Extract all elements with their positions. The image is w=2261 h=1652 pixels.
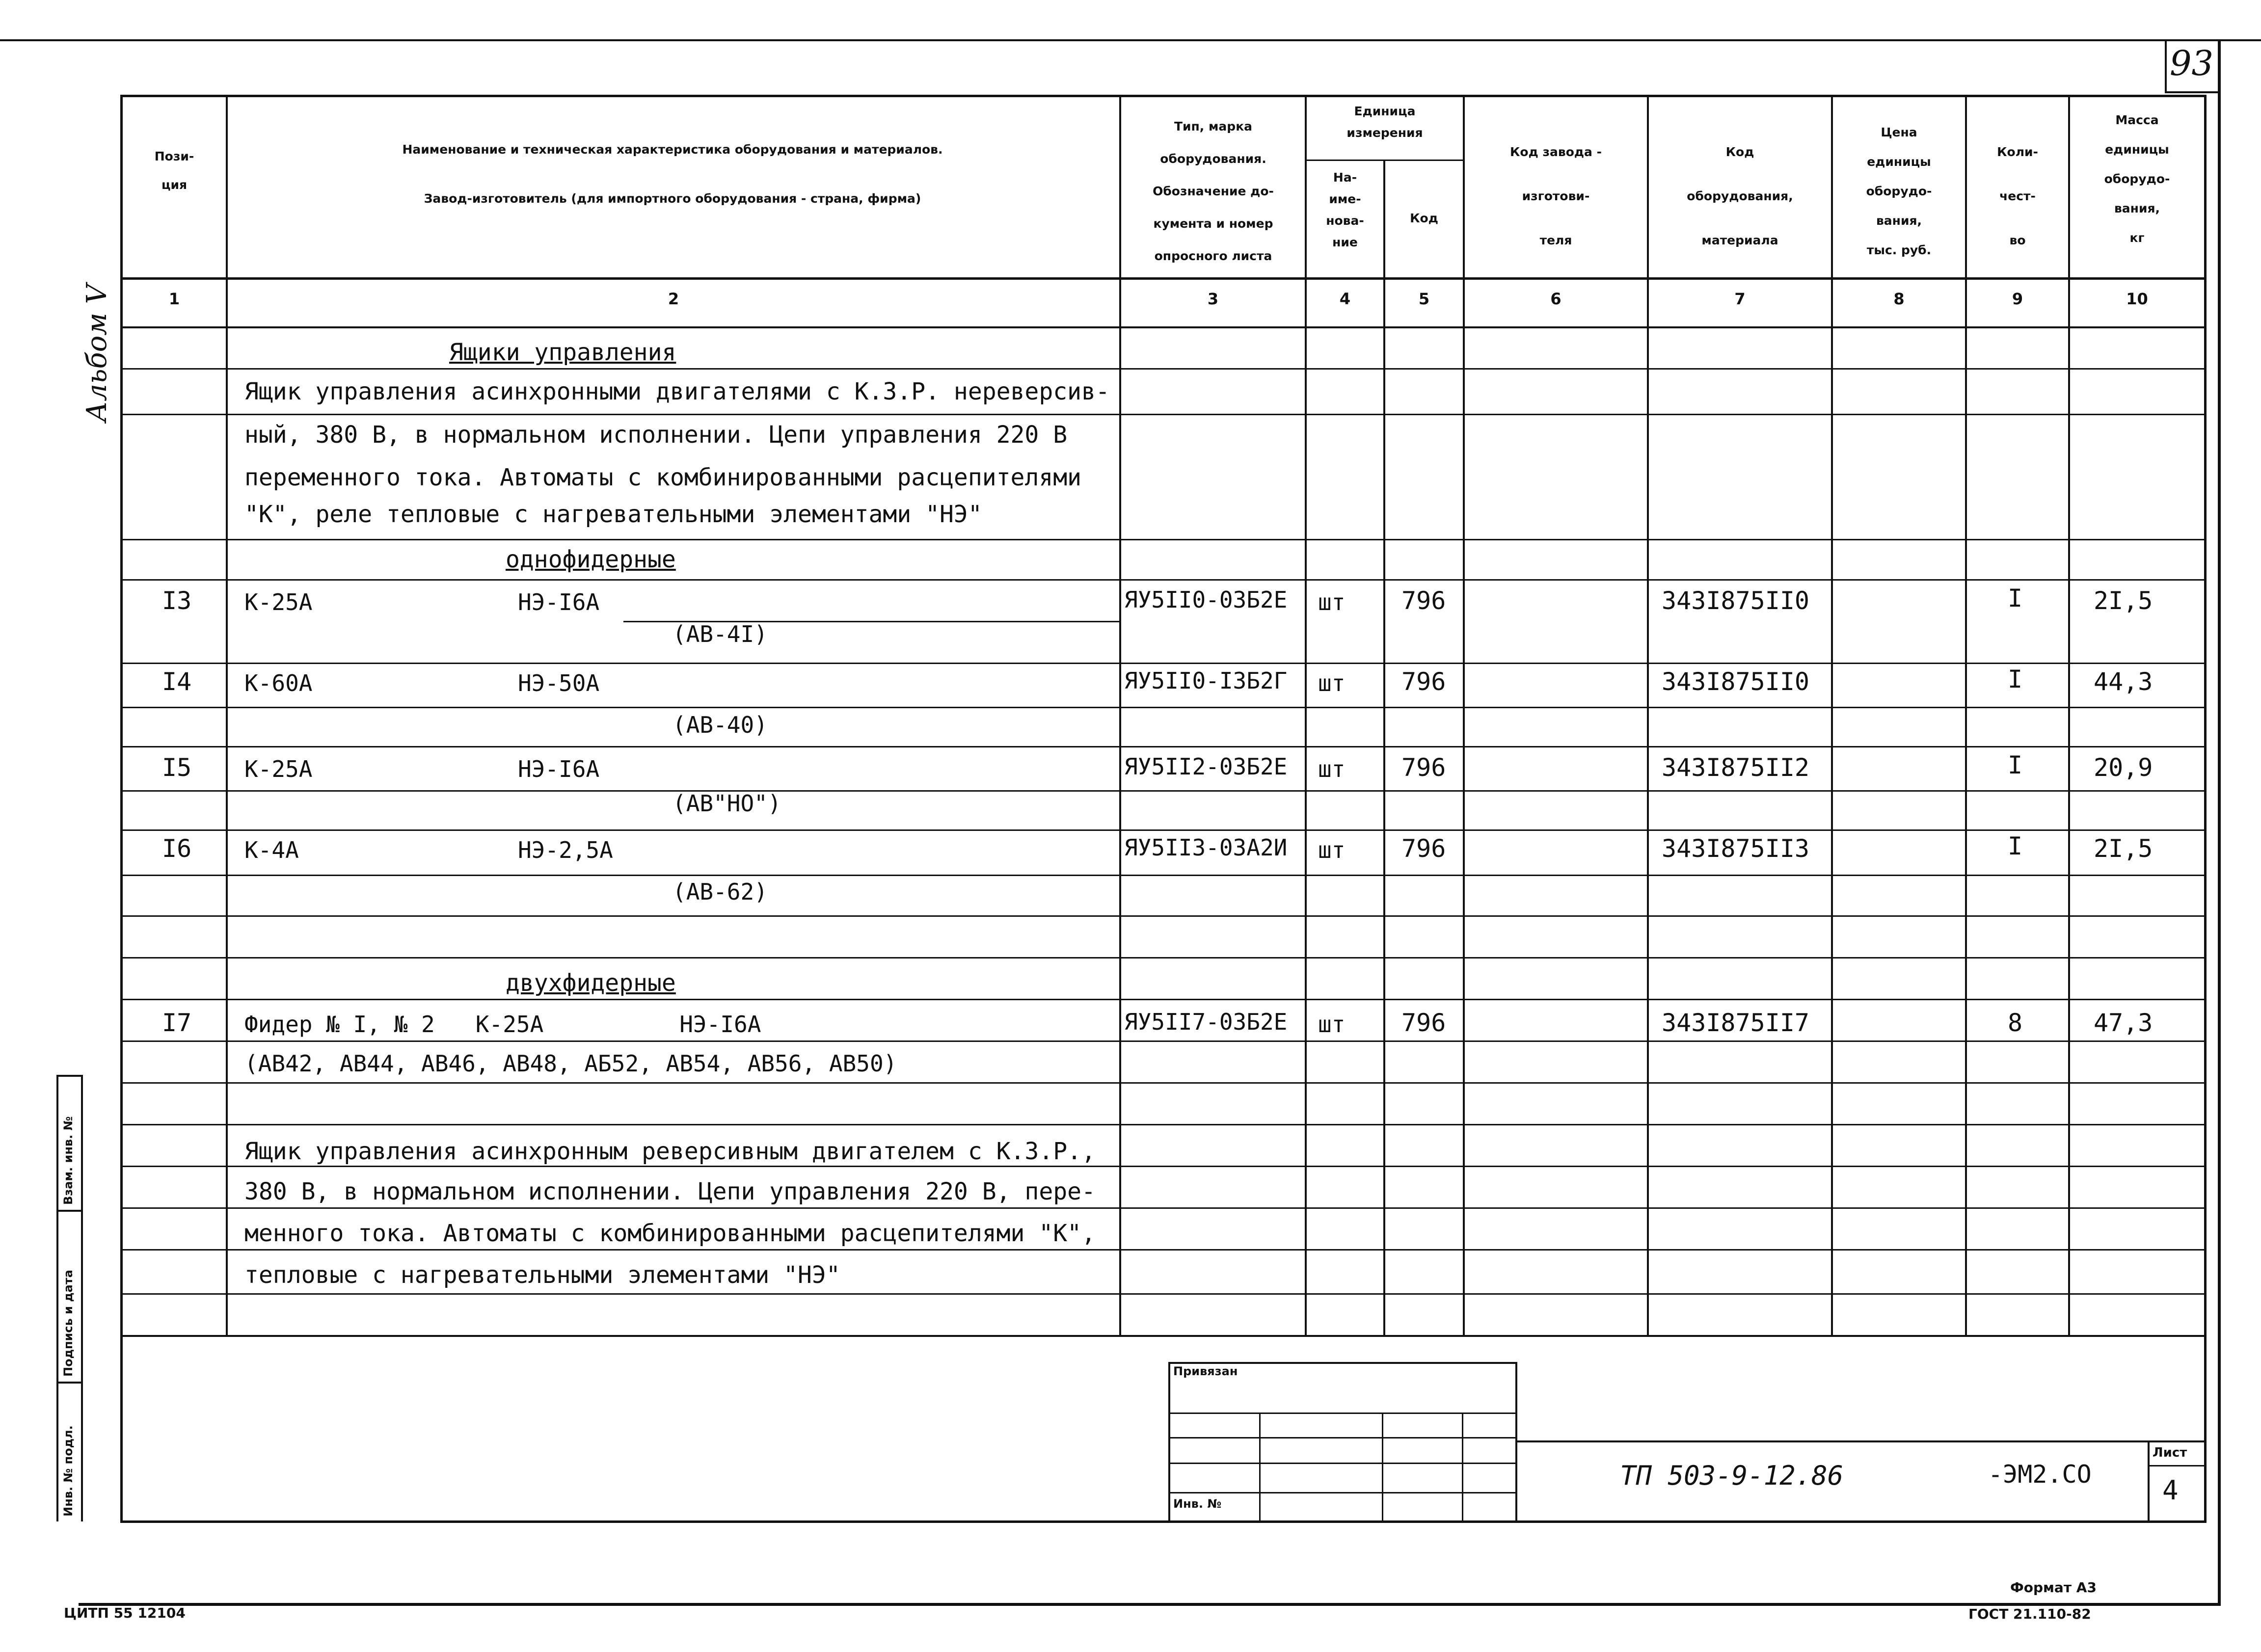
row-position: I7 bbox=[162, 1009, 192, 1037]
row-line bbox=[120, 663, 2207, 664]
row-name-b: НЭ-I6А bbox=[518, 756, 600, 782]
stamp-row bbox=[1168, 1412, 1517, 1414]
row-type: ЯУ5II3-03А2И bbox=[1124, 834, 1288, 861]
row-quantity: I bbox=[2008, 584, 2023, 613]
row-line bbox=[120, 829, 2207, 831]
stamp-top bbox=[1168, 1362, 1517, 1364]
row-sub: (АВ-4I) bbox=[673, 621, 768, 647]
header-unit: Единица измерения bbox=[1346, 104, 1423, 140]
header-name-line2: Завод-изготовитель (для импортного оборудования - страна, фирма) bbox=[424, 191, 921, 206]
description2-line: менного тока. Автоматы с комбинированными расцепителями "К", bbox=[244, 1220, 1096, 1247]
row-line bbox=[120, 1124, 2207, 1125]
list-number: 4 bbox=[2162, 1475, 2179, 1506]
row-mass: 2I,5 bbox=[2094, 834, 2153, 863]
header-factory-code: Код завода - изготови- теля bbox=[1509, 145, 1602, 247]
row-line bbox=[120, 957, 2207, 959]
row-unit: шт bbox=[1318, 756, 1346, 782]
column-number: 9 bbox=[2012, 290, 2023, 308]
table-top bbox=[120, 95, 2207, 97]
document-designation: ТП 503-9-12.86 bbox=[1620, 1460, 1844, 1491]
row-name-b: НЭ-2,5А bbox=[518, 837, 613, 863]
row-line bbox=[120, 1207, 2207, 1209]
header-price: Цена единицы оборудо- вания, тыс. руб. bbox=[1866, 125, 1932, 257]
title-block-top bbox=[1517, 1440, 2207, 1442]
side-label-inv-podl: Инв. № подл. bbox=[61, 1425, 75, 1517]
header-equipment-code: Код оборудования, материала bbox=[1687, 145, 1793, 247]
row-sub: (АВ"НО") bbox=[673, 790, 781, 817]
header-mass: Масса единицы оборудо- вания, кг bbox=[2104, 113, 2170, 245]
col-line-8 bbox=[1965, 95, 1967, 1336]
header-type: Тип, марка оборудования. Обозначение до- кумента и номер опросного листа bbox=[1153, 119, 1274, 263]
column-number: 1 bbox=[168, 290, 180, 308]
row-line bbox=[120, 915, 2207, 917]
header-unit-name: На- име- нова- ние bbox=[1326, 170, 1364, 249]
frame-bottom bbox=[79, 1603, 2221, 1606]
stamp-row bbox=[1168, 1492, 1517, 1493]
row-equipment-code: 343I875II0 bbox=[1662, 586, 1810, 615]
row-type: ЯУ5II7-03Б2Е bbox=[1124, 1009, 1288, 1035]
column-number: 4 bbox=[1339, 290, 1351, 308]
row-line bbox=[120, 999, 2207, 1000]
side-strip-left bbox=[56, 1075, 58, 1521]
row-line bbox=[120, 1166, 2207, 1167]
list-box-left bbox=[2148, 1440, 2150, 1521]
row-equipment-code: 343I875II7 bbox=[1662, 1009, 1810, 1037]
col-line-4 bbox=[1383, 160, 1385, 1336]
corner-box-left bbox=[2165, 39, 2167, 93]
row-mass: 20,9 bbox=[2094, 753, 2153, 782]
row-unit-code: 796 bbox=[1401, 753, 1446, 782]
row-quantity: 8 bbox=[2008, 1009, 2023, 1037]
stamp-col bbox=[1462, 1412, 1463, 1521]
frame-right bbox=[2218, 39, 2221, 1605]
row-sub: (АВ-62) bbox=[673, 879, 768, 905]
description2-line: 380 В, в нормальном исполнении. Цепи управления 220 В, пере- bbox=[244, 1178, 1096, 1205]
header-divider bbox=[120, 277, 2207, 280]
stamp-row bbox=[1168, 1463, 1517, 1464]
album-label: Альбом V bbox=[81, 284, 113, 422]
row-line bbox=[120, 790, 2207, 792]
row-line bbox=[120, 1249, 2207, 1251]
header-position: Пози- ция bbox=[154, 149, 194, 192]
row-name-a: К-25А bbox=[244, 756, 313, 782]
row-quantity: I bbox=[2008, 751, 2023, 779]
row-equipment-code: 343I875II2 bbox=[1662, 753, 1810, 782]
corner-box-bottom bbox=[2165, 91, 2221, 93]
row-line bbox=[120, 1040, 2207, 1042]
table-bottom bbox=[120, 1520, 2207, 1523]
description1-line: "К", реле тепловые с нагревательными элементами "НЭ" bbox=[244, 501, 982, 528]
row-name-b: НЭ-I6А bbox=[518, 589, 600, 615]
row-unit-code: 796 bbox=[1401, 586, 1446, 615]
col-line-1 bbox=[226, 95, 228, 1336]
column-number: 5 bbox=[1418, 290, 1430, 308]
row-type: ЯУ5II0-I3Б2Г bbox=[1124, 667, 1288, 694]
row-line bbox=[120, 368, 2207, 370]
description1-line: переменного тока. Автоматы с комбинированными расцепителями bbox=[244, 464, 1082, 491]
row-quantity: I bbox=[2008, 665, 2023, 693]
top-rule bbox=[0, 39, 2261, 41]
row-line bbox=[120, 539, 2207, 540]
row-line bbox=[120, 1293, 2207, 1295]
row-name-a: К-4А bbox=[244, 837, 299, 863]
side-strip-top bbox=[56, 1075, 83, 1077]
column-number: 7 bbox=[1734, 290, 1746, 308]
col-line-6 bbox=[1647, 95, 1649, 1336]
column-number: 6 bbox=[1550, 290, 1561, 308]
subsection-double-feeder: двухфидерные bbox=[506, 969, 676, 997]
row-line bbox=[120, 746, 2207, 747]
footer-format: Формат А3 bbox=[2010, 1579, 2097, 1596]
row-mass: 2I,5 bbox=[2094, 586, 2153, 615]
row-quantity: I bbox=[2008, 832, 2023, 860]
row-unit: шт bbox=[1318, 837, 1346, 863]
description1-line: Ящик управления асинхронными двигателями с К.З.Р. нереверсив- bbox=[244, 378, 1110, 405]
stamp-privyazan: Привязан bbox=[1173, 1364, 1238, 1378]
row-line bbox=[120, 579, 2207, 581]
row-unit: шт bbox=[1318, 1011, 1346, 1038]
corner-sheet-number: 93 bbox=[2170, 43, 2214, 83]
table-left bbox=[120, 95, 123, 1523]
list-box-divider bbox=[2148, 1465, 2207, 1466]
row-equipment-code: 343I875II3 bbox=[1662, 834, 1810, 863]
row-sub: (АВ-40) bbox=[673, 712, 768, 738]
stamp-row bbox=[1168, 1437, 1517, 1439]
row-type: ЯУ5II2-03Б2Е bbox=[1124, 753, 1288, 780]
row-position: I5 bbox=[162, 753, 192, 782]
document-suffix: -ЭМ2.СО bbox=[1988, 1460, 2092, 1489]
section-title: Ящики управления bbox=[449, 339, 676, 366]
side-label-vzam: Взам. инв. № bbox=[61, 1116, 75, 1205]
row-mass: 44,3 bbox=[2094, 667, 2153, 696]
list-label: Лист bbox=[2153, 1445, 2187, 1460]
stamp-left bbox=[1168, 1362, 1170, 1521]
column-number: 3 bbox=[1207, 290, 1219, 308]
number-row-divider bbox=[120, 326, 2207, 328]
header-unit-code: Код bbox=[1410, 211, 1438, 225]
table-right bbox=[2204, 95, 2207, 1523]
row-position: I4 bbox=[162, 667, 192, 696]
stamp-col bbox=[1382, 1412, 1383, 1521]
row-line bbox=[120, 1335, 2207, 1337]
row-mass: 47,3 bbox=[2094, 1009, 2153, 1037]
footer-cipt: ЦИТП 55 12104 bbox=[64, 1605, 186, 1621]
side-strip-divider bbox=[56, 1382, 83, 1384]
side-label-signature: Подпись и дата bbox=[61, 1270, 75, 1377]
stamp-inv: Инв. № bbox=[1173, 1497, 1222, 1511]
col-line-2 bbox=[1119, 95, 1121, 1336]
row-unit-code: 796 bbox=[1401, 834, 1446, 863]
col-line-9 bbox=[2068, 95, 2070, 1336]
row-unit-code: 796 bbox=[1401, 1009, 1446, 1037]
header-quantity: Коли- чест- во bbox=[1997, 145, 2038, 247]
row-name-a: К-25А bbox=[244, 589, 313, 615]
row-position: I3 bbox=[162, 586, 192, 615]
col-line-7 bbox=[1831, 95, 1833, 1336]
stamp-col bbox=[1259, 1412, 1261, 1521]
row-equipment-code: 343I875II0 bbox=[1662, 667, 1810, 696]
column-number: 10 bbox=[2126, 290, 2148, 308]
row-sub: (АВ42, АВ44, АВ46, АВ48, АБ52, АВ54, АВ56, АВ50) bbox=[244, 1050, 897, 1077]
row-unit: шт bbox=[1318, 589, 1346, 615]
side-strip-divider bbox=[56, 1210, 83, 1212]
row-line bbox=[120, 707, 2207, 708]
row-unit-code: 796 bbox=[1401, 667, 1446, 696]
row-name-a: К-60А bbox=[244, 670, 313, 696]
column-number: 2 bbox=[668, 290, 679, 308]
side-strip-right bbox=[81, 1075, 83, 1521]
row-line bbox=[120, 414, 2207, 415]
row-position: I6 bbox=[162, 834, 192, 863]
subsection-single-feeder: однофидерные bbox=[506, 546, 676, 573]
col-line-3 bbox=[1305, 95, 1307, 1336]
description1-line: ный, 380 В, в нормальном исполнении. Цепи управления 220 В bbox=[244, 421, 1068, 449]
col-line-5 bbox=[1463, 95, 1465, 1336]
row-name-b: НЭ-50А bbox=[518, 670, 600, 696]
column-number: 8 bbox=[1893, 290, 1905, 308]
header-name-line1: Наименование и техническая характеристика оборудования и материалов. bbox=[402, 142, 943, 157]
description2-line: Ящик управления асинхронным реверсивным двигателем с К.З.Р., bbox=[244, 1138, 1096, 1165]
row-type: ЯУ5II0-03Б2Е bbox=[1124, 586, 1288, 613]
row-line bbox=[120, 875, 2207, 876]
row-name: Фидер № I, № 2 К-25А НЭ-I6А bbox=[244, 1011, 761, 1038]
row-unit: шт bbox=[1318, 670, 1346, 696]
footer-gost: ГОСТ 21.110-82 bbox=[1968, 1606, 2091, 1622]
description2-line: тепловые с нагревательными элементами "НЭ" bbox=[244, 1261, 840, 1289]
row-line bbox=[120, 1082, 2207, 1084]
